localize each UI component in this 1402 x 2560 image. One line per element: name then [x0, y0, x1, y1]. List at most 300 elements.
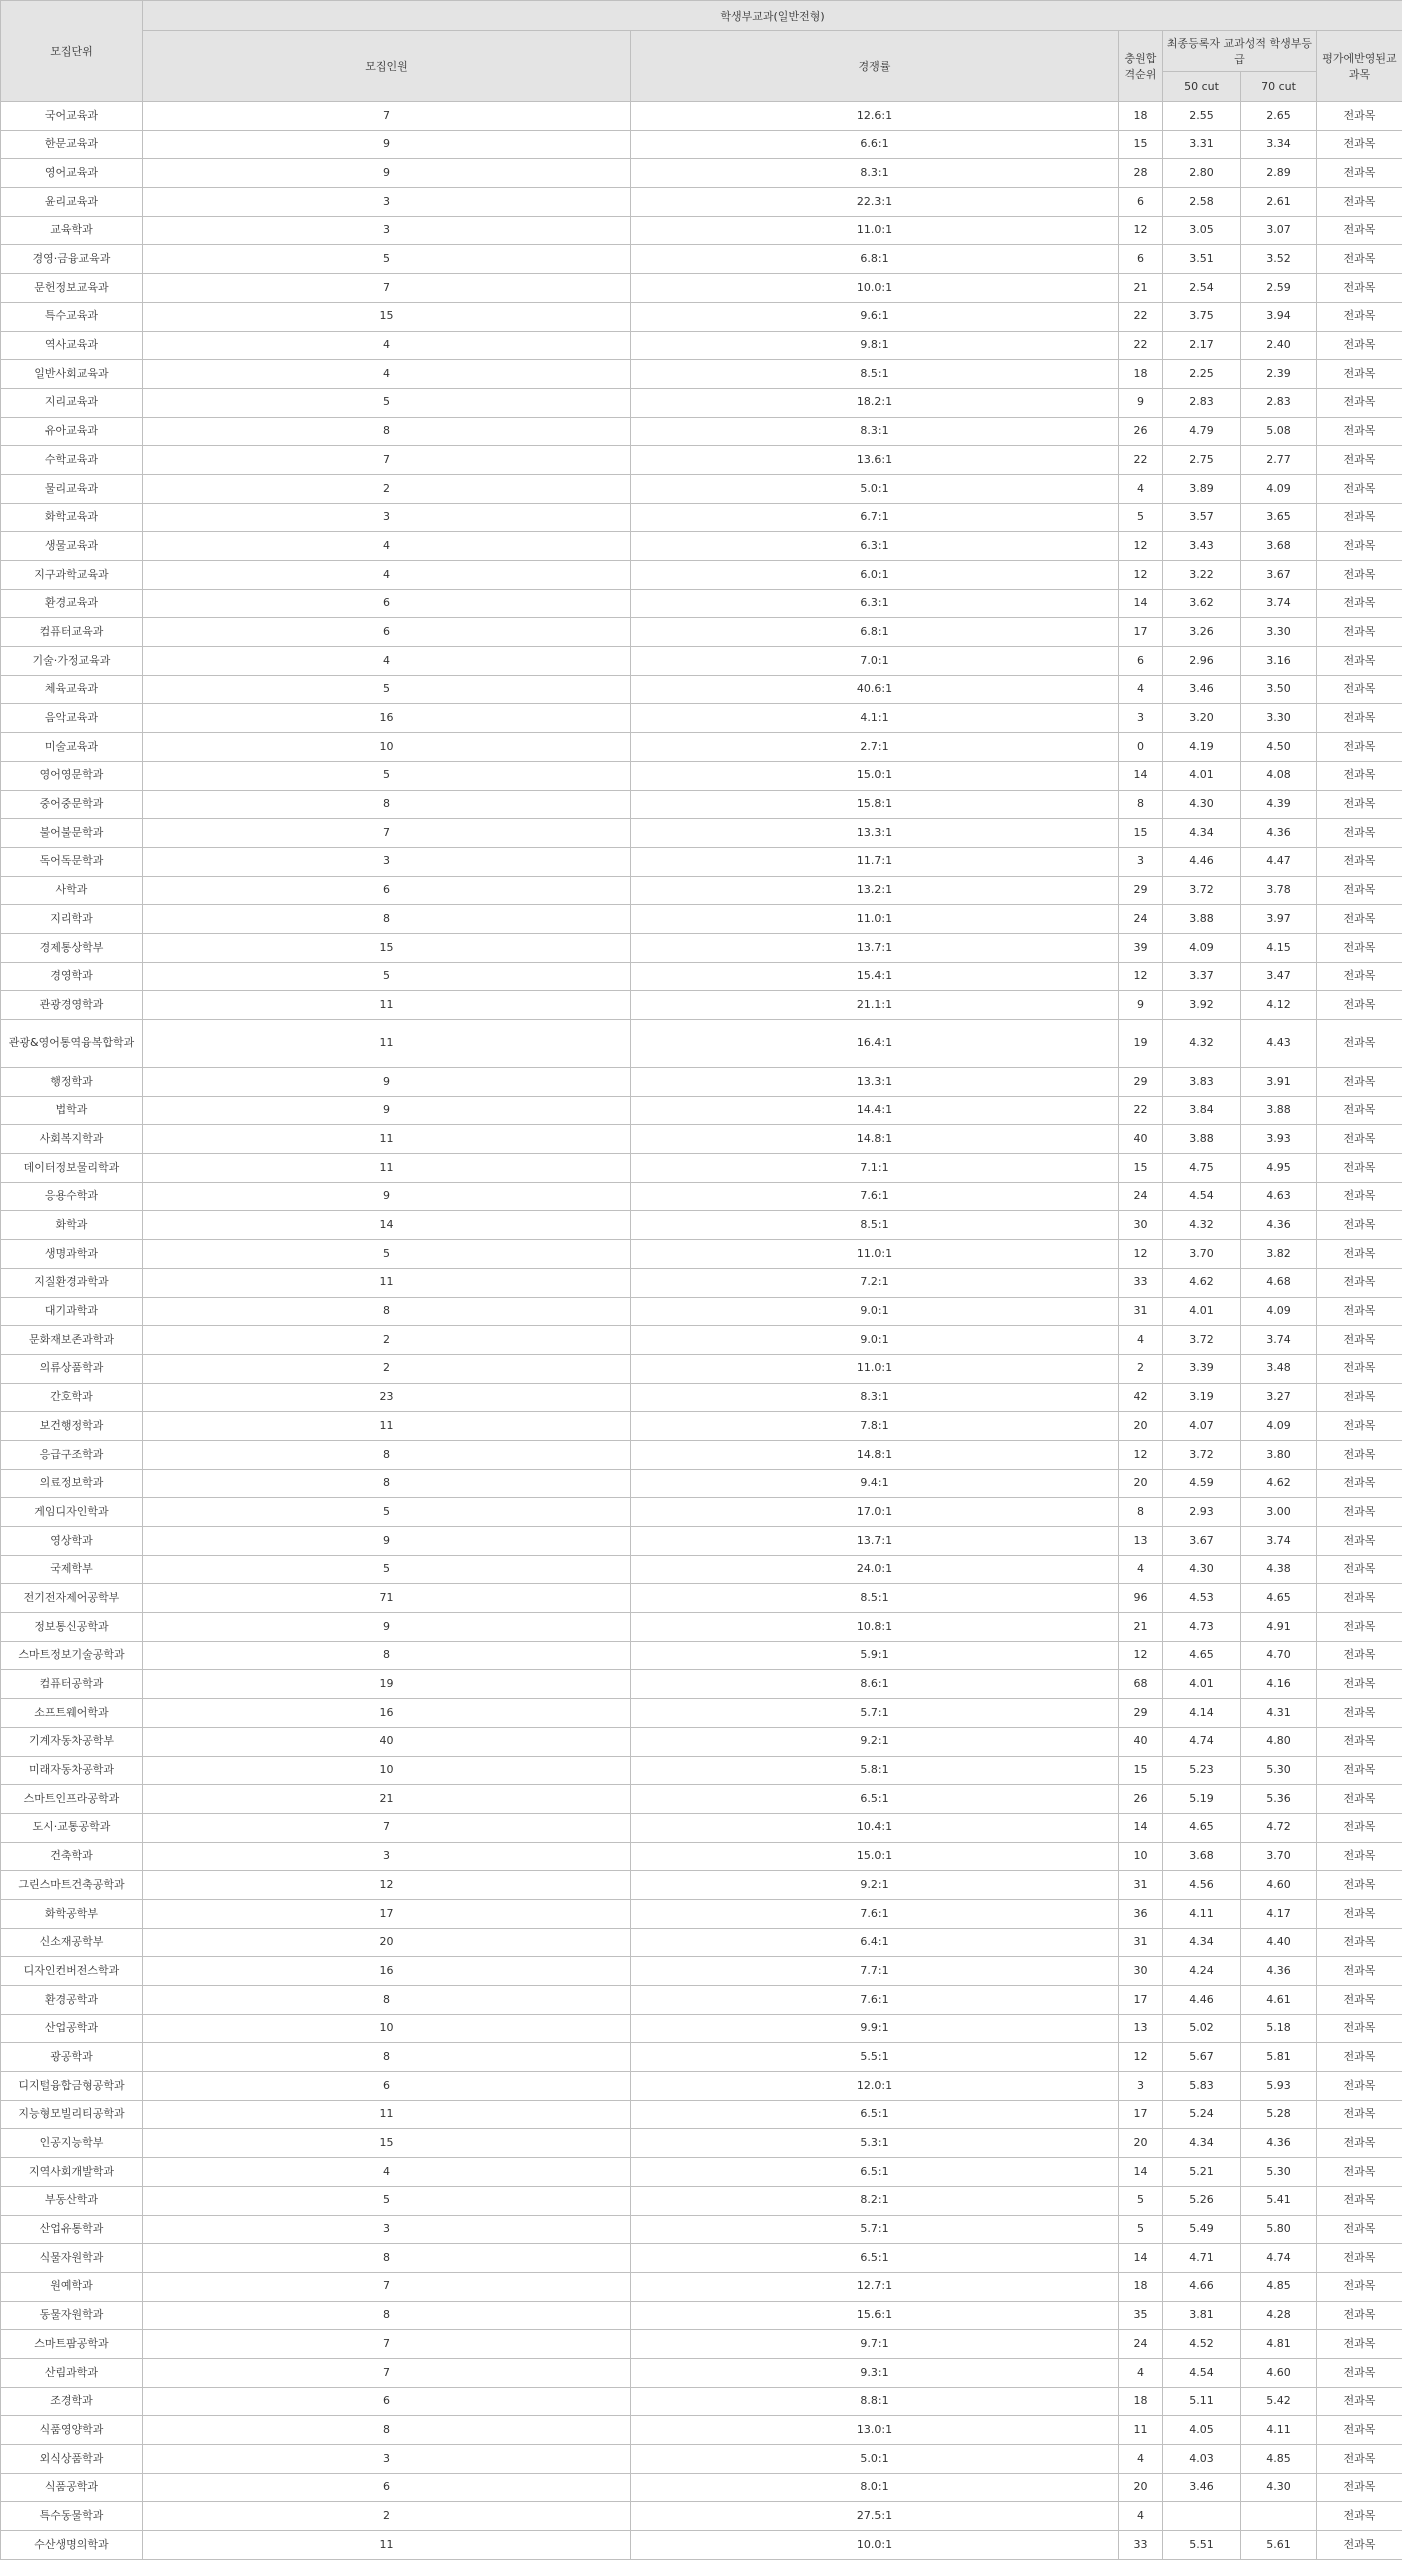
cell-cut70: 4.28 [1241, 2301, 1317, 2330]
cell-rank: 14 [1119, 2158, 1163, 2187]
cell-dept: 지리교육과 [1, 388, 143, 417]
cell-rank: 4 [1119, 1326, 1163, 1355]
cell-cut50: 3.68 [1163, 1842, 1241, 1871]
cell-subjects: 전과목 [1317, 1928, 1402, 1957]
cell-cut70: 3.00 [1241, 1498, 1317, 1527]
cell-dept: 영어교육과 [1, 159, 143, 188]
cell-subjects: 전과목 [1317, 2043, 1402, 2072]
table-row [1, 733, 1402, 762]
cell-dept: 산림과학과 [1, 2358, 143, 2387]
cell-subjects: 전과목 [1317, 1154, 1402, 1183]
header-rank: 충원합격순위 [1119, 31, 1163, 102]
cell-rank: 29 [1119, 1699, 1163, 1728]
cell-dept: 수학교육과 [1, 446, 143, 475]
cell-cut70: 5.18 [1241, 2014, 1317, 2043]
cell-dept: 신소재공학부 [1, 1928, 143, 1957]
cell-quota: 4 [143, 561, 631, 590]
cell-subjects: 전과목 [1317, 2158, 1402, 2187]
cell-subjects: 전과목 [1317, 1555, 1402, 1584]
cell-dept: 스마트정보기술공학과 [1, 1641, 143, 1670]
cell-cut70: 4.36 [1241, 2129, 1317, 2158]
cell-ratio: 13.6:1 [631, 446, 1119, 475]
cell-cut50: 4.05 [1163, 2416, 1241, 2445]
cell-subjects: 전과목 [1317, 2100, 1402, 2129]
cell-quota: 8 [143, 905, 631, 934]
cell-quota: 71 [143, 1584, 631, 1613]
cell-ratio: 8.8:1 [631, 2387, 1119, 2416]
cell-rank: 4 [1119, 2445, 1163, 2474]
cell-cut50: 5.11 [1163, 2387, 1241, 2416]
cell-cut50: 2.83 [1163, 388, 1241, 417]
table-row [1, 1699, 1402, 1728]
cell-rank: 22 [1119, 1096, 1163, 1125]
cell-subjects: 전과목 [1317, 2129, 1402, 2158]
cell-quota: 16 [143, 1957, 631, 1986]
cell-rank: 14 [1119, 2244, 1163, 2273]
cell-dept: 기술·가정교육과 [1, 647, 143, 676]
cell-dept: 전기전자제어공학부 [1, 1584, 143, 1613]
cell-subjects: 전과목 [1317, 1498, 1402, 1527]
cell-quota: 15 [143, 2129, 631, 2158]
cell-subjects: 전과목 [1317, 2272, 1402, 2301]
cell-quota: 10 [143, 2014, 631, 2043]
cell-cut70: 4.62 [1241, 1469, 1317, 1498]
table-row [1, 2358, 1402, 2387]
cell-cut50: 3.05 [1163, 216, 1241, 245]
cell-cut50: 4.53 [1163, 1584, 1241, 1613]
cell-rank: 22 [1119, 302, 1163, 331]
cell-rank: 35 [1119, 2301, 1163, 2330]
cell-ratio: 6.5:1 [631, 1785, 1119, 1814]
table-row [1, 790, 1402, 819]
cell-dept: 물리교육과 [1, 474, 143, 503]
cell-dept: 지질환경과학과 [1, 1268, 143, 1297]
cell-cut70: 4.11 [1241, 2416, 1317, 2445]
cell-cut50: 4.32 [1163, 1020, 1241, 1068]
cell-cut70: 4.80 [1241, 1727, 1317, 1756]
cell-ratio: 2.7:1 [631, 733, 1119, 762]
cell-rank: 14 [1119, 1813, 1163, 1842]
cell-dept: 법학과 [1, 1096, 143, 1125]
cell-ratio: 13.3:1 [631, 819, 1119, 848]
table-row [1, 761, 1402, 790]
cell-dept: 소프트웨어학과 [1, 1699, 143, 1728]
table-row [1, 2445, 1402, 2474]
cell-cut70: 2.83 [1241, 388, 1317, 417]
cell-ratio: 15.4:1 [631, 962, 1119, 991]
cell-dept: 미술교육과 [1, 733, 143, 762]
table-row [1, 2301, 1402, 2330]
cell-ratio: 6.6:1 [631, 130, 1119, 159]
cell-ratio: 6.4:1 [631, 1928, 1119, 1957]
cell-dept: 미래자동차공학과 [1, 1756, 143, 1785]
cell-cut50: 4.52 [1163, 2330, 1241, 2359]
table-row [1, 2072, 1402, 2101]
cell-ratio: 6.8:1 [631, 618, 1119, 647]
cell-ratio: 9.7:1 [631, 2330, 1119, 2359]
cell-quota: 19 [143, 1670, 631, 1699]
cell-dept: 사회복지학과 [1, 1125, 143, 1154]
cell-cut70: 3.52 [1241, 245, 1317, 274]
cell-rank: 26 [1119, 1785, 1163, 1814]
cell-quota: 7 [143, 2272, 631, 2301]
cell-cut50: 3.75 [1163, 302, 1241, 331]
cell-quota: 3 [143, 847, 631, 876]
cell-dept: 화학과 [1, 1211, 143, 1240]
cell-cut50: 5.67 [1163, 2043, 1241, 2072]
cell-quota: 21 [143, 1785, 631, 1814]
cell-quota: 8 [143, 790, 631, 819]
table-row [1, 503, 1402, 532]
cell-cut50: 4.09 [1163, 933, 1241, 962]
cell-cut70: 4.61 [1241, 1986, 1317, 2015]
cell-subjects: 전과목 [1317, 388, 1402, 417]
cell-subjects: 전과목 [1317, 245, 1402, 274]
cell-rank: 12 [1119, 216, 1163, 245]
cell-subjects: 전과목 [1317, 1699, 1402, 1728]
table-row [1, 446, 1402, 475]
cell-subjects: 전과목 [1317, 130, 1402, 159]
cell-quota: 8 [143, 417, 631, 446]
cell-subjects: 전과목 [1317, 159, 1402, 188]
cell-rank: 33 [1119, 1268, 1163, 1297]
cell-dept: 의료정보학과 [1, 1469, 143, 1498]
table-row [1, 1842, 1402, 1871]
cell-ratio: 40.6:1 [631, 675, 1119, 704]
cell-subjects: 전과목 [1317, 188, 1402, 217]
cell-cut70: 4.68 [1241, 1268, 1317, 1297]
cell-cut70: 3.97 [1241, 905, 1317, 934]
header-cut50: 50 cut [1163, 72, 1241, 102]
cell-subjects: 전과목 [1317, 2330, 1402, 2359]
cell-cut50: 2.25 [1163, 360, 1241, 389]
cell-subjects: 전과목 [1317, 302, 1402, 331]
cell-cut70: 3.74 [1241, 1326, 1317, 1355]
cell-ratio: 8.2:1 [631, 2186, 1119, 2215]
cell-dept: 환경교육과 [1, 589, 143, 618]
cell-cut70: 3.48 [1241, 1354, 1317, 1383]
cell-cut50: 3.88 [1163, 905, 1241, 934]
cell-rank: 15 [1119, 1756, 1163, 1785]
cell-ratio: 9.0:1 [631, 1326, 1119, 1355]
cell-rank: 31 [1119, 1297, 1163, 1326]
cell-subjects: 전과목 [1317, 1440, 1402, 1469]
cell-subjects: 전과목 [1317, 589, 1402, 618]
cell-dept: 부동산학과 [1, 2186, 143, 2215]
cell-ratio: 13.7:1 [631, 1527, 1119, 1556]
table-row [1, 1555, 1402, 1584]
cell-subjects: 전과목 [1317, 1727, 1402, 1756]
cell-rank: 6 [1119, 188, 1163, 217]
cell-rank: 8 [1119, 790, 1163, 819]
cell-dept: 지구과학교육과 [1, 561, 143, 590]
cell-ratio: 5.0:1 [631, 2445, 1119, 2474]
cell-subjects: 전과목 [1317, 1240, 1402, 1269]
cell-ratio: 7.6:1 [631, 1182, 1119, 1211]
cell-dept: 그린스마트건축공학과 [1, 1871, 143, 1900]
cell-subjects: 전과목 [1317, 704, 1402, 733]
cell-cut50: 2.93 [1163, 1498, 1241, 1527]
cell-cut50: 4.73 [1163, 1613, 1241, 1642]
cell-quota: 4 [143, 532, 631, 561]
cell-cut70: 4.50 [1241, 733, 1317, 762]
cell-dept: 특수동물학과 [1, 2502, 143, 2531]
cell-rank: 11 [1119, 2416, 1163, 2445]
table-row [1, 2272, 1402, 2301]
cell-quota: 23 [143, 1383, 631, 1412]
cell-quota: 7 [143, 2330, 631, 2359]
cell-dept: 지능형모빌리티공학과 [1, 2100, 143, 2129]
table-row [1, 2387, 1402, 2416]
cell-cut50: 5.26 [1163, 2186, 1241, 2215]
cell-ratio: 7.8:1 [631, 1412, 1119, 1441]
cell-dept: 광공학과 [1, 2043, 143, 2072]
cell-ratio: 6.3:1 [631, 589, 1119, 618]
cell-quota: 5 [143, 2186, 631, 2215]
cell-ratio: 9.9:1 [631, 2014, 1119, 2043]
cell-quota: 10 [143, 733, 631, 762]
cell-cut50: 3.89 [1163, 474, 1241, 503]
cell-quota: 3 [143, 216, 631, 245]
cell-ratio: 15.6:1 [631, 2301, 1119, 2330]
cell-subjects: 전과목 [1317, 1469, 1402, 1498]
cell-quota: 9 [143, 1527, 631, 1556]
cell-quota: 7 [143, 2358, 631, 2387]
cell-cut50: 4.34 [1163, 1928, 1241, 1957]
cell-cut70: 3.88 [1241, 1096, 1317, 1125]
table-row [1, 2215, 1402, 2244]
cell-ratio: 9.0:1 [631, 1297, 1119, 1326]
cell-dept: 경영학과 [1, 962, 143, 991]
table-row [1, 2014, 1402, 2043]
cell-cut50: 4.34 [1163, 2129, 1241, 2158]
header-group: 학생부교과(일반전형) [143, 1, 1402, 31]
cell-rank: 39 [1119, 933, 1163, 962]
table-row [1, 991, 1402, 1020]
table-row [1, 1498, 1402, 1527]
cell-subjects: 전과목 [1317, 1785, 1402, 1814]
cell-ratio: 12.0:1 [631, 2072, 1119, 2101]
cell-cut70: 5.81 [1241, 2043, 1317, 2072]
cell-cut50: 3.72 [1163, 1326, 1241, 1355]
cell-cut70: 4.31 [1241, 1699, 1317, 1728]
cell-ratio: 5.0:1 [631, 474, 1119, 503]
cell-dept: 영어영문학과 [1, 761, 143, 790]
cell-cut70: 4.36 [1241, 1957, 1317, 1986]
table-row [1, 331, 1402, 360]
cell-cut50: 5.83 [1163, 2072, 1241, 2101]
cell-dept: 식물자원학과 [1, 2244, 143, 2273]
cell-rank: 24 [1119, 905, 1163, 934]
cell-quota: 8 [143, 2043, 631, 2072]
cell-cut50: 3.67 [1163, 1527, 1241, 1556]
cell-dept: 지리학과 [1, 905, 143, 934]
cell-quota: 9 [143, 1096, 631, 1125]
cell-cut70: 4.43 [1241, 1020, 1317, 1068]
cell-rank: 18 [1119, 360, 1163, 389]
table-row [1, 1297, 1402, 1326]
cell-quota: 5 [143, 962, 631, 991]
cell-quota: 9 [143, 1613, 631, 1642]
cell-quota: 6 [143, 2387, 631, 2416]
cell-quota: 8 [143, 1297, 631, 1326]
cell-cut70: 4.39 [1241, 790, 1317, 819]
cell-rank: 6 [1119, 647, 1163, 676]
table-row [1, 1785, 1402, 1814]
cell-rank: 12 [1119, 532, 1163, 561]
cell-subjects: 전과목 [1317, 647, 1402, 676]
header-ratio: 경쟁률 [631, 31, 1119, 102]
cell-cut50: 3.31 [1163, 130, 1241, 159]
cell-dept: 수산생명의학과 [1, 2531, 143, 2560]
cell-subjects: 전과목 [1317, 905, 1402, 934]
cell-rank: 5 [1119, 2186, 1163, 2215]
table-row [1, 618, 1402, 647]
cell-cut50: 4.46 [1163, 1986, 1241, 2015]
cell-cut50: 4.30 [1163, 790, 1241, 819]
cell-ratio: 6.0:1 [631, 561, 1119, 590]
cell-dept: 사학과 [1, 876, 143, 905]
cell-ratio: 6.5:1 [631, 2244, 1119, 2273]
cell-rank: 96 [1119, 1584, 1163, 1613]
table-row [1, 532, 1402, 561]
cell-dept: 문화재보존과학과 [1, 1326, 143, 1355]
cell-dept: 유아교육과 [1, 417, 143, 446]
cell-ratio: 8.3:1 [631, 417, 1119, 446]
cell-cut70: 4.36 [1241, 819, 1317, 848]
cell-dept: 경영·금융교육과 [1, 245, 143, 274]
cell-cut50: 4.30 [1163, 1555, 1241, 1584]
table-row [1, 1440, 1402, 1469]
cell-cut50: 3.72 [1163, 1440, 1241, 1469]
cell-quota: 7 [143, 446, 631, 475]
cell-rank: 17 [1119, 618, 1163, 647]
cell-dept: 역사교육과 [1, 331, 143, 360]
cell-ratio: 18.2:1 [631, 388, 1119, 417]
cell-ratio: 13.0:1 [631, 2416, 1119, 2445]
cell-subjects: 전과목 [1317, 2215, 1402, 2244]
cell-dept: 문헌정보교육과 [1, 274, 143, 303]
cell-cut70: 3.78 [1241, 876, 1317, 905]
cell-quota: 11 [143, 2100, 631, 2129]
cell-ratio: 27.5:1 [631, 2502, 1119, 2531]
cell-cut70: 3.47 [1241, 962, 1317, 991]
cell-subjects: 전과목 [1317, 1020, 1402, 1068]
cell-rank: 40 [1119, 1125, 1163, 1154]
table-row [1, 1727, 1402, 1756]
table-row [1, 589, 1402, 618]
cell-subjects: 전과목 [1317, 216, 1402, 245]
table-row [1, 2186, 1402, 2215]
cell-dept: 생물교육과 [1, 532, 143, 561]
cell-cut50: 3.22 [1163, 561, 1241, 590]
cell-dept: 보건행정학과 [1, 1412, 143, 1441]
cell-cut70: 4.30 [1241, 2473, 1317, 2502]
cell-rank: 8 [1119, 1498, 1163, 1527]
cell-rank: 4 [1119, 2502, 1163, 2531]
cell-quota: 2 [143, 1326, 631, 1355]
table-row [1, 274, 1402, 303]
cell-rank: 5 [1119, 2215, 1163, 2244]
cell-dept: 동물자원학과 [1, 2301, 143, 2330]
cell-quota: 17 [143, 1899, 631, 1928]
table-row [1, 1957, 1402, 1986]
cell-cut70: 5.80 [1241, 2215, 1317, 2244]
cell-rank: 2 [1119, 1354, 1163, 1383]
cell-cut50: 4.34 [1163, 819, 1241, 848]
cell-quota: 11 [143, 1412, 631, 1441]
table-row [1, 1125, 1402, 1154]
cell-cut70: 4.16 [1241, 1670, 1317, 1699]
cell-cut50: 5.19 [1163, 1785, 1241, 1814]
table-row [1, 302, 1402, 331]
cell-rank: 3 [1119, 704, 1163, 733]
cell-subjects: 전과목 [1317, 2014, 1402, 2043]
cell-cut50: 4.11 [1163, 1899, 1241, 1928]
cell-quota: 12 [143, 1871, 631, 1900]
cell-quota: 16 [143, 704, 631, 733]
cell-ratio: 6.3:1 [631, 532, 1119, 561]
table-row [1, 1326, 1402, 1355]
cell-rank: 68 [1119, 1670, 1163, 1699]
cell-ratio: 7.6:1 [631, 1899, 1119, 1928]
cell-cut50: 3.26 [1163, 618, 1241, 647]
cell-rank: 13 [1119, 1527, 1163, 1556]
table-row [1, 905, 1402, 934]
cell-cut70: 4.63 [1241, 1182, 1317, 1211]
cell-cut50: 4.62 [1163, 1268, 1241, 1297]
cell-cut70: 4.47 [1241, 847, 1317, 876]
cell-rank: 13 [1119, 2014, 1163, 2043]
cell-subjects: 전과목 [1317, 1842, 1402, 1871]
cell-ratio: 21.1:1 [631, 991, 1119, 1020]
header-dept: 모집단위 [1, 1, 143, 102]
cell-cut70: 2.89 [1241, 159, 1317, 188]
cell-quota: 8 [143, 2416, 631, 2445]
cell-dept: 정보통신공학과 [1, 1613, 143, 1642]
table-row [1, 1068, 1402, 1097]
cell-ratio: 14.8:1 [631, 1125, 1119, 1154]
cell-dept: 대기과학과 [1, 1297, 143, 1326]
cell-cut50: 5.24 [1163, 2100, 1241, 2129]
cell-rank: 4 [1119, 1555, 1163, 1584]
cell-rank: 10 [1119, 1842, 1163, 1871]
cell-cut70: 3.70 [1241, 1842, 1317, 1871]
cell-rank: 14 [1119, 589, 1163, 618]
cell-ratio: 15.0:1 [631, 1842, 1119, 1871]
cell-dept: 데이터정보물리학과 [1, 1154, 143, 1183]
cell-ratio: 11.0:1 [631, 905, 1119, 934]
cell-subjects: 전과목 [1317, 991, 1402, 1020]
cell-cut50: 3.57 [1163, 503, 1241, 532]
cell-ratio: 14.8:1 [631, 1440, 1119, 1469]
cell-rank: 19 [1119, 1020, 1163, 1068]
cell-ratio: 24.0:1 [631, 1555, 1119, 1584]
cell-dept: 스마트인프라공학과 [1, 1785, 143, 1814]
cell-ratio: 8.0:1 [631, 2473, 1119, 2502]
table-row [1, 675, 1402, 704]
cell-cut70: 3.30 [1241, 618, 1317, 647]
cell-subjects: 전과목 [1317, 1182, 1402, 1211]
cell-ratio: 15.0:1 [631, 761, 1119, 790]
cell-rank: 12 [1119, 962, 1163, 991]
cell-rank: 20 [1119, 1412, 1163, 1441]
cell-cut50: 2.54 [1163, 274, 1241, 303]
cell-dept: 기계자동차공학부 [1, 1727, 143, 1756]
table-row [1, 1182, 1402, 1211]
cell-rank: 15 [1119, 1154, 1163, 1183]
cell-subjects: 전과목 [1317, 2416, 1402, 2445]
